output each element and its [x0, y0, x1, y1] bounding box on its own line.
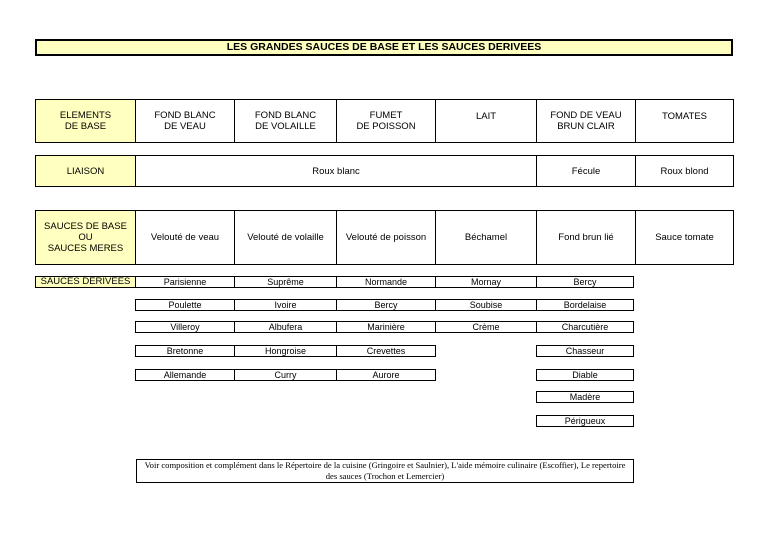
- derivee-poulette: Poulette: [135, 299, 235, 311]
- sauce-base-fond-brun-lie: Fond brun lié: [536, 210, 636, 265]
- derivee-hongroise: Hongroise: [234, 345, 337, 357]
- derivee-parisienne: Parisienne: [135, 276, 235, 288]
- derivee-chasseur: Chasseur: [536, 345, 634, 357]
- element-fond-blanc-veau: FOND BLANC DE VEAU: [135, 99, 235, 143]
- derivee-charcutiere: Charcutière: [536, 321, 634, 333]
- reference-note: Voir composition et complément dans le Répertoire de la cuisine (Gringoire et Saulnier), L'aide mémoire culinaire (Escoffier), Le repertoire des sauces (Trochon et Lemercier): [136, 459, 634, 483]
- element-fumet-poisson: FUMET DE POISSON: [336, 99, 436, 143]
- sauces-base-header: SAUCES DE BASE OU SAUCES MERES: [35, 210, 136, 265]
- derivee-normande: Normande: [336, 276, 436, 288]
- sauce-base-bechamel: Béchamel: [435, 210, 537, 265]
- sauces-derivees-header: SAUCES DERIVEES: [35, 276, 136, 288]
- derivee-aurore: Aurore: [336, 369, 436, 381]
- derivee-ivoire: Ivoire: [234, 299, 337, 311]
- elements-header: ELEMENTS DE BASE: [35, 99, 136, 143]
- liaison-fecule: Fécule: [536, 155, 636, 187]
- derivee-bercy-poisson: Bercy: [336, 299, 436, 311]
- sauce-base-veloute-veau: Velouté de veau: [135, 210, 235, 265]
- derivee-curry: Curry: [234, 369, 337, 381]
- element-lait: LAIT: [435, 99, 537, 143]
- sauce-base-veloute-volaille: Velouté de volaille: [234, 210, 337, 265]
- derivee-perigueux: Périgueux: [536, 415, 634, 427]
- sauce-base-sauce-tomate: Sauce tomate: [635, 210, 734, 265]
- liaison-header: LIAISON: [35, 155, 136, 187]
- sauce-base-veloute-poisson: Velouté de poisson: [336, 210, 436, 265]
- derivee-diable: Diable: [536, 369, 634, 381]
- element-tomates: TOMATES: [635, 99, 734, 143]
- derivee-albufera: Albufera: [234, 321, 337, 333]
- page-title: LES GRANDES SAUCES DE BASE ET LES SAUCES DERIVEES: [35, 39, 733, 56]
- liaison-roux-blond: Roux blond: [635, 155, 734, 187]
- derivee-crevettes: Crevettes: [336, 345, 436, 357]
- derivee-bercy-brun: Bercy: [536, 276, 634, 288]
- derivee-bordelaise: Bordelaise: [536, 299, 634, 311]
- liaison-roux-blanc: Roux blanc: [135, 155, 537, 187]
- derivee-soubise: Soubise: [435, 299, 537, 311]
- derivee-creme: Crème: [435, 321, 537, 333]
- element-fond-veau-brun: FOND DE VEAU BRUN CLAIR: [536, 99, 636, 143]
- derivee-madere: Madère: [536, 391, 634, 403]
- derivee-villeroy: Villeroy: [135, 321, 235, 333]
- derivee-mornay: Mornay: [435, 276, 537, 288]
- derivee-mariniere: Marinière: [336, 321, 436, 333]
- derivee-allemande: Allemande: [135, 369, 235, 381]
- derivee-bretonne: Bretonne: [135, 345, 235, 357]
- element-fond-blanc-volaille: FOND BLANC DE VOLAILLE: [234, 99, 337, 143]
- derivee-supreme: Suprême: [234, 276, 337, 288]
